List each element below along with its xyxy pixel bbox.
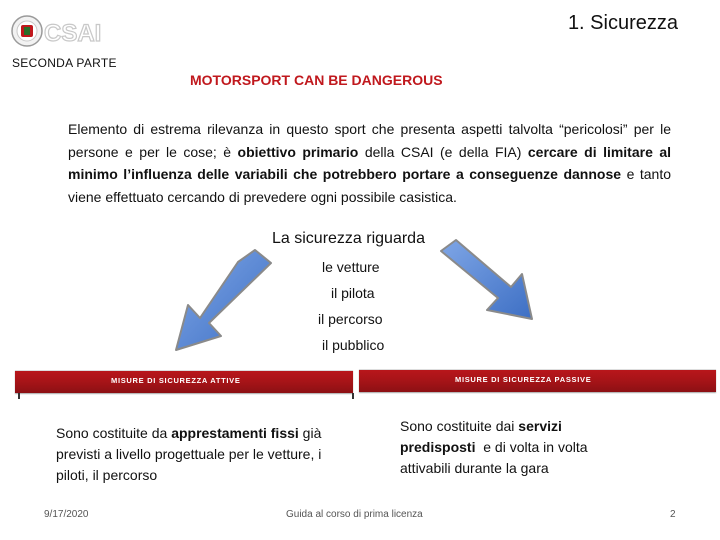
banner-misure-passive	[359, 369, 716, 392]
desc-text: e di volta in volta attivabili durante la gara	[400, 439, 592, 476]
footer-date: 9/17/2020	[44, 509, 89, 520]
page-number: 2	[670, 509, 676, 520]
slide-title: 1. Sicurezza	[567, 12, 678, 34]
paragraph-bold: obiettivo primario	[237, 143, 359, 160]
svg-text:CSAI: CSAI	[44, 20, 102, 47]
concern-item-pilota: il pilota	[331, 285, 375, 301]
paragraph-text: e tanto viene effettuato cercando di prevedere ogni possibile casistica.	[68, 166, 672, 205]
desc-bold: apprestamenti fissi	[171, 425, 299, 441]
concern-item-percorso: il percorso	[318, 311, 383, 327]
passive-measures-description	[400, 416, 640, 479]
banner-tick	[352, 393, 354, 399]
paragraph-bold: cercare di limitare al minimo l’influenza delle variabili che potrebbero portare a conseguenze dannose	[68, 143, 672, 182]
active-measures-description	[56, 423, 346, 486]
concerns-title: La sicurezza riguarda	[272, 230, 425, 247]
headline: MOTORSPORT CAN BE DANGEROUS	[190, 72, 443, 88]
desc-text: Sono costituite dai	[400, 418, 519, 434]
desc-text: Sono costituite da	[56, 425, 172, 441]
banner-label: MISURE DI SICUREZZA ATTIVE	[111, 376, 241, 385]
arrow-right-icon	[441, 240, 532, 319]
banner-label: MISURE DI SICUREZZA PASSIVE	[455, 375, 592, 384]
desc-bold: servizi predisposti	[400, 418, 562, 455]
arrow-left-icon	[176, 250, 271, 350]
banner-tick	[18, 393, 20, 399]
part-label: SECONDA PARTE	[12, 56, 117, 70]
concern-item-vetture: le vetture	[322, 259, 380, 275]
banner-misure-attive	[15, 370, 353, 393]
paragraph-text: Elemento di estrema rilevanza in questo sport che presenta aspetti talvolta “pericolosi” per le persone e per le cose; è	[68, 121, 671, 160]
paragraph-text: della CSAI (e della FIA)	[358, 143, 528, 160]
footer-title: Guida al corso di prima licenza	[286, 509, 423, 520]
concern-item-pubblico: il pubblico	[322, 337, 385, 353]
desc-text: già previsti a livello progettuale per le vetture, i piloti, il percorso	[56, 425, 322, 483]
